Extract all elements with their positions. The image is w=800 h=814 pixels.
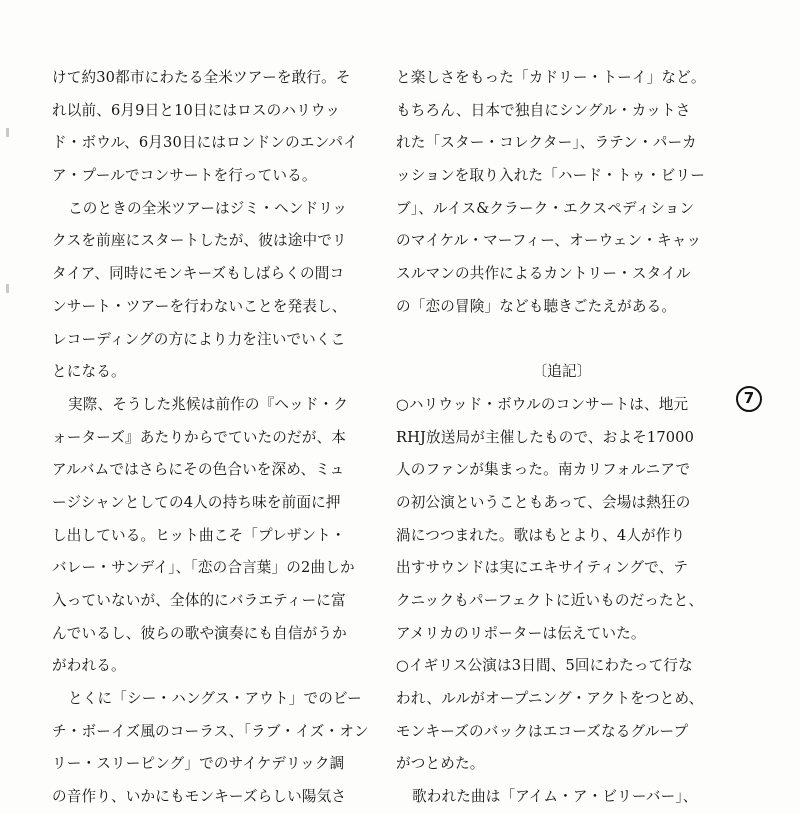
left-text-column bbox=[52, 62, 384, 814]
text-line: 人のファンが集まった。南カリフォルニアで bbox=[396, 461, 691, 479]
text-line: このときの全米ツアーはジミ・ヘンドリッ bbox=[68, 199, 348, 217]
text-line: レコーディングの方により力を注いでいくこ bbox=[52, 330, 346, 348]
text-line: スルマンの共作によるカントリー・スタイル bbox=[396, 265, 691, 283]
text-line: ア・プールでコンサートを行っている。 bbox=[52, 167, 317, 185]
text-line: バレー・サンデイ」、「恋の合言葉」の2曲しか bbox=[52, 559, 355, 577]
text-line: リー・スリーピング」でのサイケデリック調 bbox=[52, 755, 345, 773]
text-line: クニックもパーフェクトに近いものだったと、 bbox=[396, 592, 704, 609]
text-line: ォーターズ』あたりからでていたのだが、本 bbox=[52, 428, 347, 446]
right-text-column bbox=[396, 62, 728, 814]
text-line: モンキーズのバックはエコーズなるグループ bbox=[396, 722, 689, 740]
scan-edge-mark bbox=[6, 284, 9, 293]
text-line: の「恋の冒険」なども聴きごたえがある。 bbox=[396, 297, 677, 315]
text-line: 入っていないが、全体的にバラエティーに富 bbox=[52, 592, 346, 609]
text-line: んでいるし、彼らの歌や演奏にも自信がうか bbox=[52, 624, 347, 642]
right-column-body bbox=[396, 62, 728, 324]
text-line: がつとめた。 bbox=[396, 755, 485, 773]
text-line: タイア、同時にモンキーズもしばらくの間コ bbox=[52, 265, 345, 283]
text-line: の音作り、いかにもモンキーズらしい陽気さ bbox=[52, 788, 347, 806]
postscript-body bbox=[396, 389, 728, 814]
text-line: とになる。 bbox=[52, 363, 126, 381]
text-line: と楽しさをもった「カドリー・トーイ」など。 bbox=[396, 69, 706, 86]
text-line: ッションを取り入れた「ハード・トゥ・ビリー bbox=[396, 167, 705, 185]
text-line: アルバムではさらにその色合いを深め、ミュ bbox=[52, 461, 345, 479]
scan-edge-mark bbox=[6, 128, 9, 137]
text-line: とくに「シー・ハングス・アウト」でのビー bbox=[68, 690, 362, 708]
text-line: ブ」、ルイス&クラーク・エクスペディション bbox=[396, 199, 695, 217]
text-line: し出している。ヒット曲こそ「プレザント・ bbox=[52, 526, 346, 544]
text-line: の初公演ということもあって、会場は熱狂の bbox=[396, 493, 691, 511]
text-line: れた「スター・コレクター」、ラテン・パーカ bbox=[396, 134, 697, 152]
text-line: もちろん、日本で独自にシングル・カットさ bbox=[396, 101, 691, 119]
text-line: われ、ルルがオープニング・アクトをつとめ、 bbox=[396, 690, 704, 708]
text-line: ○ハリウッド・ボウルのコンサートは、地元 bbox=[396, 395, 689, 413]
text-line: クスを前座にスタートしたが、彼は途中でリ bbox=[52, 232, 347, 250]
postscript-heading: 〔追記〕 bbox=[532, 363, 592, 381]
text-line: のマイケル・マーフィー、オーウェン・キャッ bbox=[396, 232, 702, 250]
text-line: けて約30都市にわたる全米ツアーを敢行。そ bbox=[52, 69, 351, 86]
text-line: がわれる。 bbox=[52, 657, 126, 675]
text-line: 出すサウンドは実にエキサイティングで、テ bbox=[396, 559, 689, 577]
text-line: チ・ボーイズ風のコーラス、「ラブ・イズ・オン bbox=[52, 722, 369, 740]
page-number-badge: 7 bbox=[736, 386, 762, 412]
text-line: 渦につつまれた。歌はもとより、4人が作り bbox=[396, 526, 686, 544]
text-line: ○イギリス公演は3日間、5回にわたって行な bbox=[396, 657, 693, 675]
text-line: ンサート・ツアーを行わないことを発表し、 bbox=[52, 297, 347, 315]
text-line: 実際、そうした兆候は前作の『ヘッド・ク bbox=[68, 395, 349, 413]
paragraph-spacer bbox=[396, 324, 728, 357]
text-line: ド・ボウル、6月30日にはロンドンのエンパイ bbox=[52, 134, 358, 152]
text-line: ージシャンとしての4人の持ち味を前面に押 bbox=[52, 493, 341, 511]
text-line: れ以前、6月9日と10日にはロスのハリウッ bbox=[52, 101, 341, 119]
text-line: アメリカのリポーターは伝えていた。 bbox=[396, 624, 646, 642]
text-line: RHJ放送局が主催したもので、およそ17000 bbox=[396, 428, 695, 446]
text-line: 歌われた曲は「アイム・ア・ビリーバー」、 bbox=[412, 788, 698, 806]
